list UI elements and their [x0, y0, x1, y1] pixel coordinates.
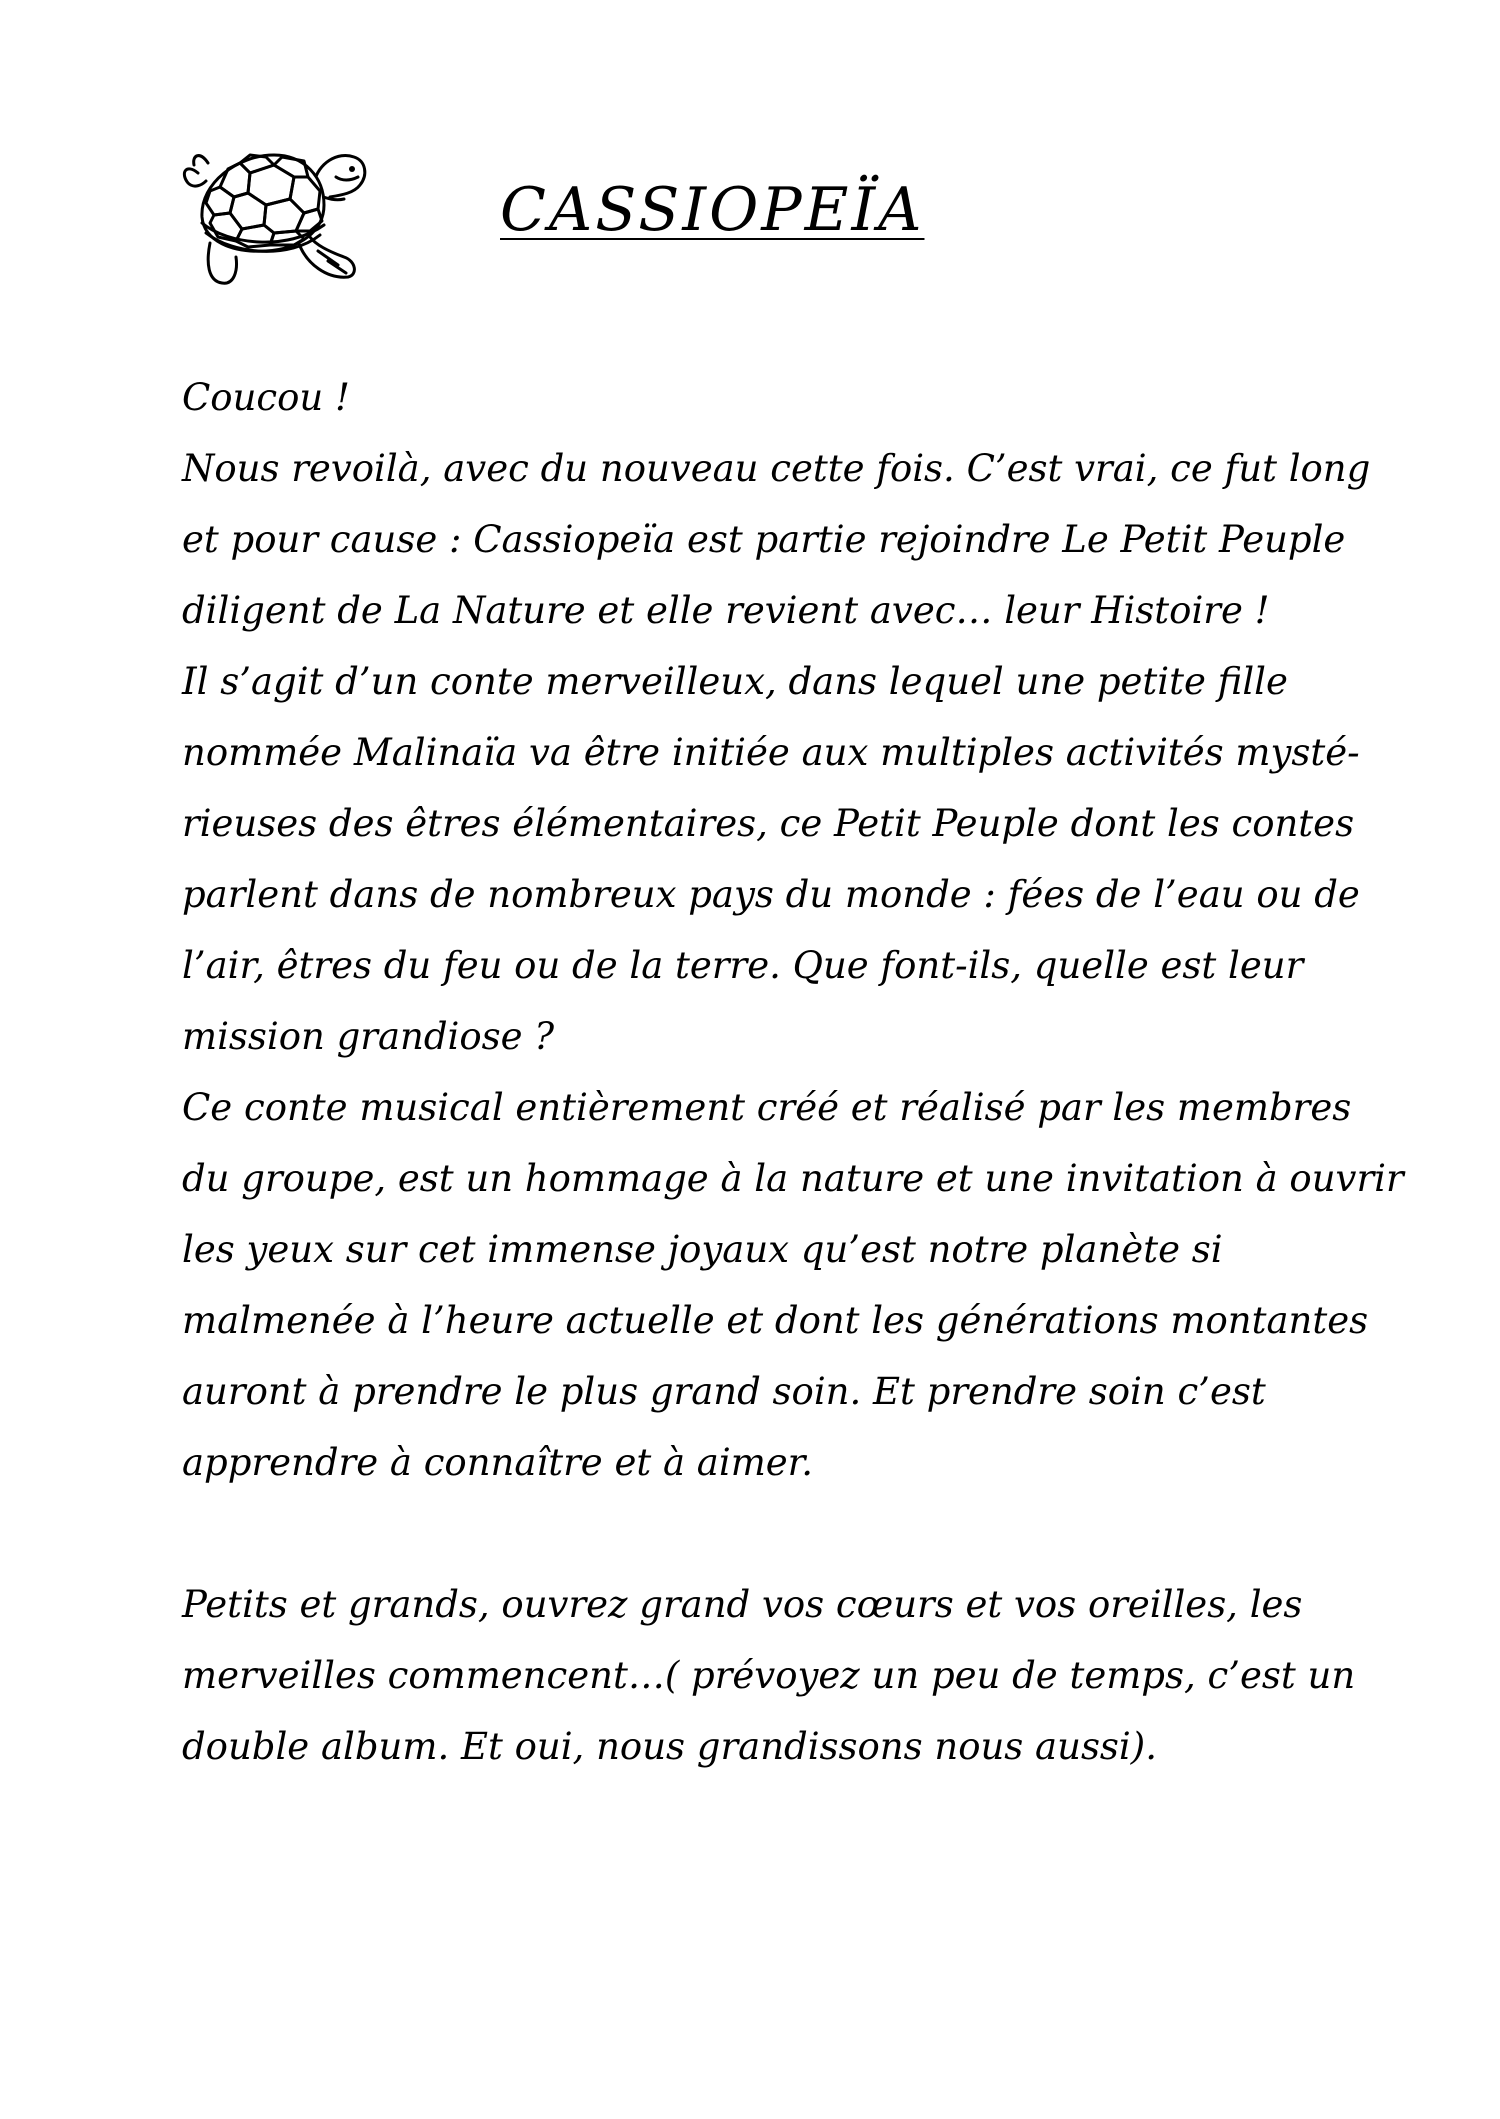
text-line: mission grandiose ?: [182, 1015, 555, 1058]
text-line: parlent dans de nombreux pays du monde : fées de l’eau ou de: [182, 873, 1360, 916]
text-line: l’air, êtres du feu ou de la terre. Que font-ils, quelle est leur: [182, 944, 1304, 987]
text-line: les yeux sur cet immense joyaux qu’est notre planète si: [182, 1228, 1223, 1271]
text-line: et pour cause : Cassiopeïa est partie rejoindre Le Petit Peuple: [182, 518, 1346, 561]
text-line: diligent de La Nature et elle revient avec… leur Histoire !: [182, 589, 1270, 632]
text-line: rieuses des êtres élémentaires, ce Petit Peuple dont les contes: [182, 802, 1355, 845]
text-line: apprendre à connaître et à aimer.: [182, 1441, 814, 1484]
turtle-icon: [178, 133, 378, 288]
text-line: Petits et grands, ouvrez grand vos cœurs et vos oreilles, les: [182, 1583, 1303, 1626]
text-line: double album. Et oui, nous grandissons nous aussi).: [182, 1725, 1157, 1768]
paragraph-intro: [182, 362, 1412, 1498]
text-line: Il s’agit d’un conte merveilleux, dans lequel une petite fille: [182, 660, 1288, 703]
text-line: merveilles commencent…( prévoyez un peu de temps, c’est un: [182, 1654, 1356, 1697]
text-line: auront à prendre le plus grand soin. Et prendre soin c’est: [182, 1370, 1266, 1413]
text-line: Nous revoilà, avec du nouveau cette fois. C’est vrai, ce fut long: [182, 447, 1371, 490]
paragraph-closing: [182, 1569, 1412, 1782]
text-line: Coucou !: [182, 376, 350, 419]
text-line: malmenée à l’heure actuelle et dont les générations montantes: [182, 1299, 1369, 1342]
text-line: du groupe, est un hommage à la nature et une invitation à ouvrir: [182, 1157, 1404, 1200]
text-line: nommée Malinaïa va être initiée aux multiples activités mysté-: [182, 731, 1360, 774]
document-title: CASSIOPEÏA: [500, 175, 925, 245]
text-line: Ce conte musical entièrement créé et réalisé par les membres: [182, 1086, 1352, 1129]
document-body: [182, 362, 1412, 1782]
paragraph-gap: [182, 1498, 1412, 1569]
